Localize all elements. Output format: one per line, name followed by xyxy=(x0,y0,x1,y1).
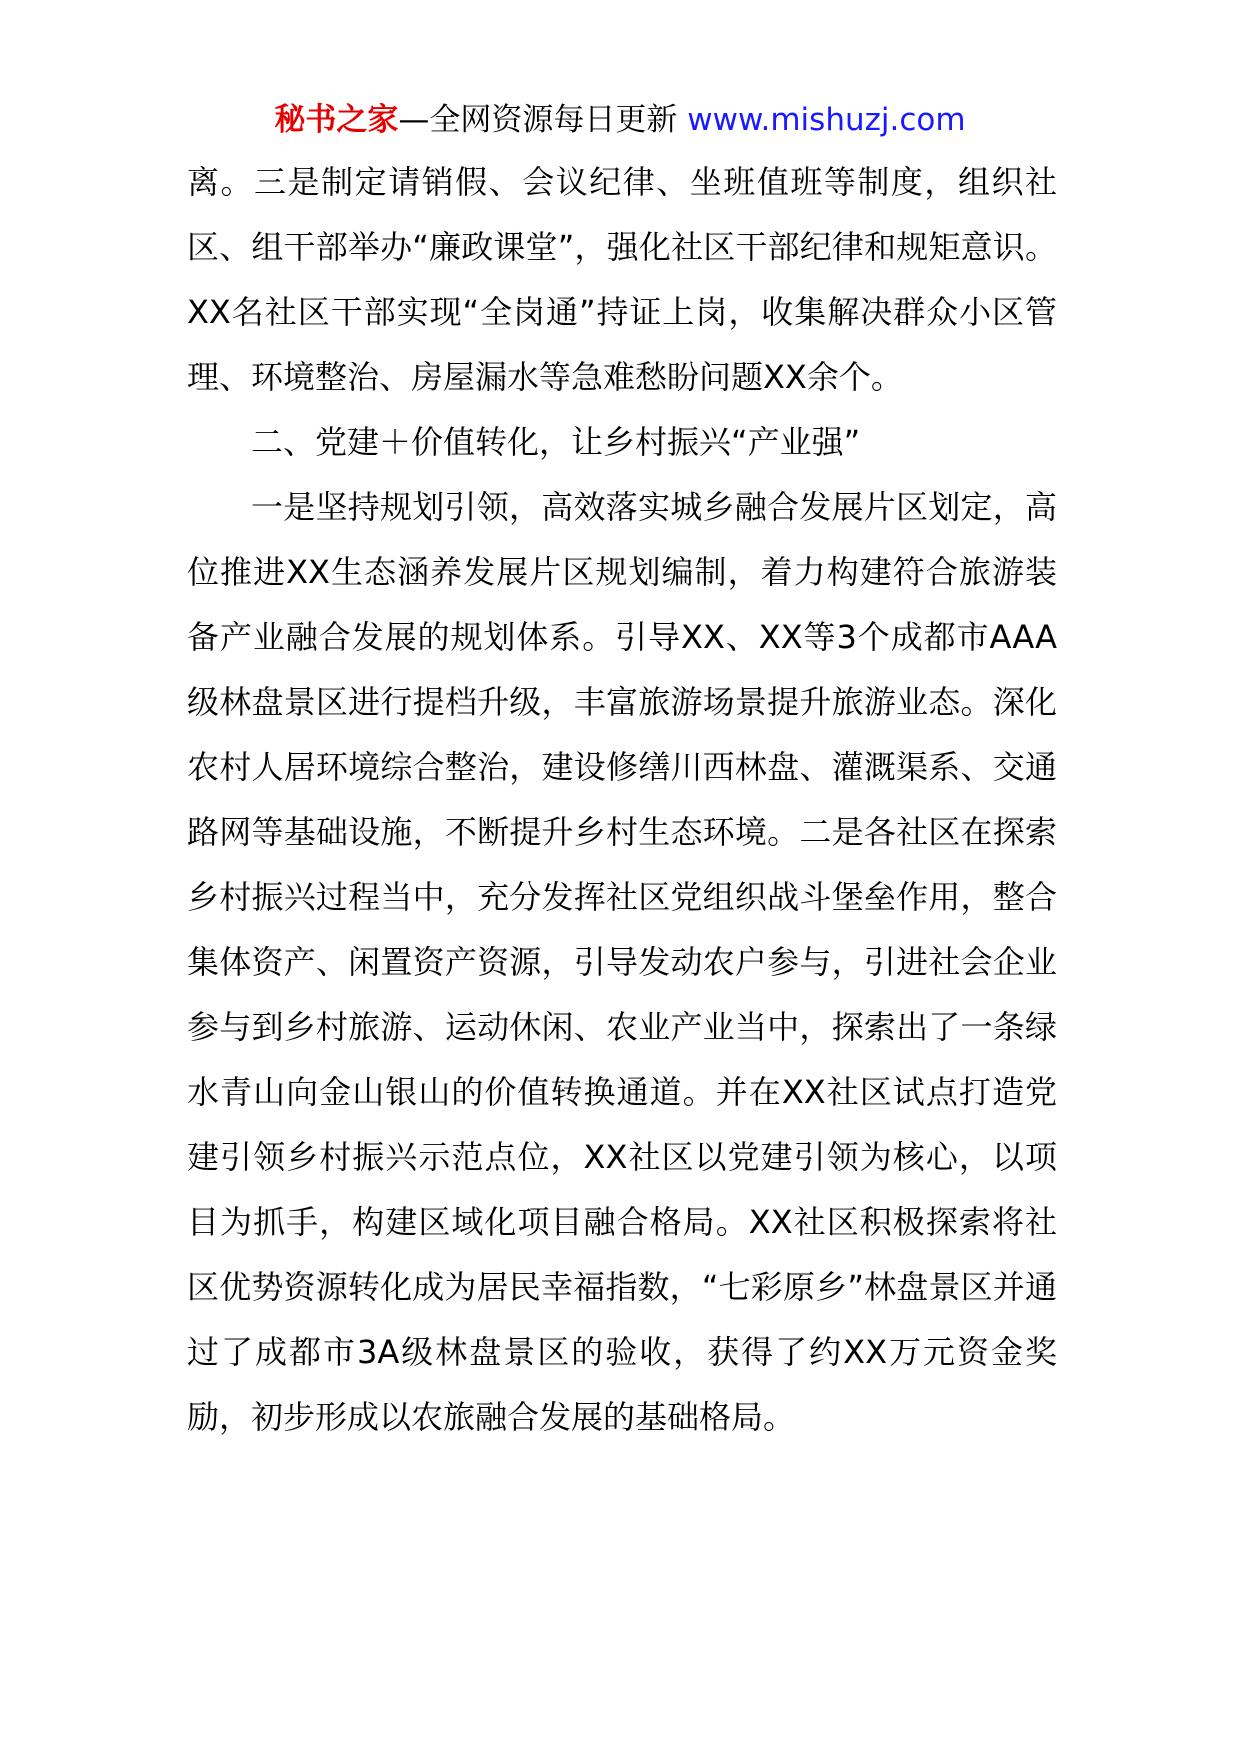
page-header xyxy=(0,100,1240,140)
paragraph-body: 一是坚持规划引领，高效落实城乡融合发展片区划定，高位推进XX生态涵养发展片区规划编制，着力构建符合旅游装备产业融合发展的规划体系。引导XX、XX等3个成都市AAA级林盘景区进行提档升级，丰富旅游场景提升旅游业态。深化农村人居环境综合整治，建设修缮川西林盘、灌溉渠系、交通路网等基础设施，不断提升乡村生态环境。二是各社区在探索乡村振兴过程当中，充分发挥社区党组织战斗堡垒作用，整合集体资产、闲置资产资源，引导发动农户参与，引进社会企业参与到乡村旅游、运动休闲、农业产业当中，探索出了一条绿水青山向金山银山的价值转换通道。并在XX社区试点打造党建引领乡村振兴示范点位，XX社区以党建引领为核心，以项目为抓手，构建区域化项目融合格局。XX社区积极探索将社区优势资源转化成为居民幸福指数，“七彩原乡”林盘景区并通过了成都市3A级林盘景区的验收，获得了约XX万元资金奖励，初步形成以农旅融合发展的基础格局。 xyxy=(187,488,1057,1436)
website-link[interactable]: www.mishuzj.com xyxy=(687,102,966,138)
document-body xyxy=(187,150,1057,1450)
header-slogan: —全网资源每日更新 xyxy=(398,102,678,138)
brand-name: 秘书之家 xyxy=(274,102,399,138)
section-heading: 二、党建＋价值转化，让乡村振兴“产业强” xyxy=(251,423,861,461)
paragraph-continued: 离。三是制定请销假、会议纪律、坐班值班等制度，组织社区、组干部举办“廉政课堂”，强化社区干部纪律和规矩意识。XX名社区干部实现“全岗通”持证上岗，收集解决群众小区管理、环境整治、房屋漏水等急难愁盼问题XX余个。 xyxy=(187,163,1057,396)
